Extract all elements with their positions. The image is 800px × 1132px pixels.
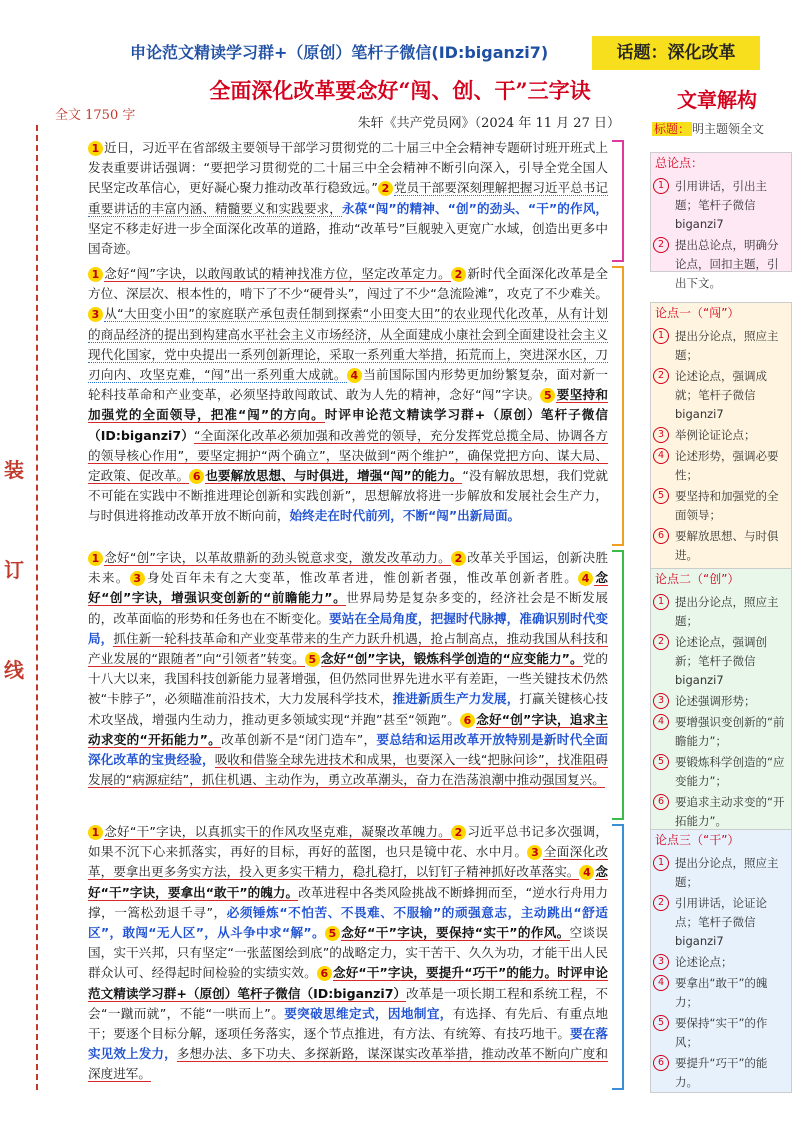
title-row-text: 明主题领全文	[692, 122, 765, 136]
title-row	[652, 120, 764, 137]
section-item	[653, 1054, 787, 1092]
sentence-number: 1	[88, 141, 103, 156]
sentence-number: 1	[88, 825, 103, 840]
section-item-list	[651, 173, 791, 299]
text-segment: 党的十八大以来，我国科技创新能力显著增强，但仍然同世界先进水平有差距，一些关键技术仍然被“卡脖子”，必须瞄准前沿技术，大力发展科学技术，	[88, 651, 608, 707]
item-text: 提出总论点，明确分论点，回扣主题，引出下文。	[675, 238, 779, 290]
item-number: 2	[653, 895, 669, 911]
group-header: 申论范文精读学习群+（原创）笔杆子微信(ID:biganzi7)	[130, 43, 549, 62]
binding-margin-text	[4, 460, 24, 760]
text-segment: 念好“干”字诀，以真抓实干的作风攻坚克难，凝聚改革魄力。	[104, 824, 451, 839]
text-segment: 当前国际国内形势更加纷繁复杂，面对新一轮科技革命和产业变革，必须坚持敢闯敢试、敢为人先的精神，念好“闯”字诀。	[88, 367, 608, 403]
item-number: 4	[653, 714, 669, 730]
text-segment: “没有解放思想，我们党就不可能在实践中不断推进理论创新和实践创新”，思想解放将进一步解放和发展社会生产力，与时俱进将推动改革开放不断向前，	[88, 468, 608, 524]
section-item	[653, 713, 787, 751]
text-segment: 新时代全面深化改革是全方位、深层次、根本性的，啃下了不少“硬骨头”，闯过了不少“急流险滩”，攻克了不少难关。	[88, 266, 608, 302]
sentence-number: 2	[451, 825, 466, 840]
section-item	[653, 793, 787, 831]
structure-panel	[640, 84, 792, 1094]
sentence-number: 4	[579, 865, 594, 880]
item-text: 论述论点，强调成就；笔杆子微信 biganzi7	[675, 369, 767, 421]
text-segment: 念好“干”字诀，要保持“实干”的作风。	[340, 925, 570, 941]
text-segment: 改革创新不是“闭门造车”，	[221, 731, 377, 747]
section-item	[653, 593, 787, 631]
item-number: 2	[653, 368, 669, 384]
text-segment: 抓住新一轮科技革命和产业变革带来的生产力跃升机遇，抢占制高点，推动我国从科技和产业发展的“跟随者”向“引领者”转变。	[88, 630, 609, 667]
text-segment: 改革关乎国运，创新决胜未来。	[88, 550, 608, 586]
text-segment: 党员干部要深刻理解把握习近平总书记重要讲话的丰富内涵、精髓要义和实践要求，	[88, 180, 608, 216]
text-segment: 推进新质生产力发展，	[392, 691, 520, 707]
sentence-number: 2	[451, 551, 466, 566]
item-number: 1	[653, 328, 669, 344]
section-heading: 论点一（“闯”）	[655, 306, 740, 320]
sentence-number: 1	[88, 267, 103, 282]
structure-heading: 文章解构	[677, 88, 757, 112]
item-number: 2	[653, 237, 669, 253]
title-tag: 标题：	[654, 122, 691, 136]
section-heading: 总论点：	[655, 156, 704, 170]
point-one-bracket	[612, 266, 624, 546]
margin-char-2: 订	[4, 558, 24, 582]
sentence-number: 6	[189, 469, 204, 484]
item-text: 论述形势，强调必要性；	[675, 449, 779, 482]
sentence-number: 4	[578, 571, 593, 586]
point-one-paragraph	[88, 264, 608, 527]
sentence-number: 5	[540, 388, 555, 403]
article-title: 全面深化改革要念好“闯、创、干”三字诀	[209, 78, 591, 103]
item-number: 5	[653, 1015, 669, 1031]
text-segment: 时评申论范文精读学习群+（原创）笔杆子微信（ID:biganzi7）	[88, 407, 608, 443]
article-source: 朱轩《共产党员网》（2024 年 11 月 27 日）	[357, 116, 620, 131]
sentence-number: 5	[325, 926, 340, 941]
text-segment: 要总结和运用改革开放特别是新时代全面深化改革的宝贵经验，	[88, 731, 608, 768]
item-number: 6	[653, 794, 669, 810]
item-text: 要保持“实干”的作风；	[675, 1016, 768, 1049]
margin-char-1: 装	[4, 458, 24, 482]
text-segment: 念好“创”字诀，增强识变创新的“前瞻能力”。	[88, 570, 609, 606]
text-segment: 坚定不移走好进一步全面深化改革的道路，推动“改革号”巨舰驶入更宽广水域，创造出更多中国奇迹。	[88, 220, 608, 257]
sentence-number: 4	[347, 368, 362, 383]
section-item	[653, 447, 787, 485]
text-segment: 念好“创”字诀，锻炼科学创造的“应变能力”。	[320, 651, 583, 667]
item-text: 提出分论点，照应主题；	[675, 329, 779, 362]
item-number: 2	[653, 634, 669, 650]
text-segment: 有选择、有先后、有重点地干；要逐个目标分解，逐项任务落实，逐个节点推进，有方法、有统筹、有技巧地干。	[88, 1005, 609, 1042]
sentence-number: 5	[305, 652, 320, 667]
section-item	[653, 953, 787, 972]
text-segment: 念好“闯”字诀，以敢闯敢试的精神找准方位，坚定改革定力。	[104, 266, 451, 281]
text-segment: 改革是一项长期工程和系统工程，不会“一蹴而就”，不能“一哄而上”。	[88, 985, 609, 1021]
section-item	[653, 692, 787, 711]
section-item-list	[651, 850, 791, 1098]
text-segment: 身处百年未有之大变革，惟改革者进，惟创新者强，惟改革创新者胜。	[145, 570, 579, 586]
item-number: 5	[653, 488, 669, 504]
text-segment: 念好“创”字诀，以革故鼎新的劲头锐意求变，激发改革动力。	[104, 550, 451, 565]
section-item	[653, 236, 787, 293]
sentence-number: 3	[527, 845, 542, 860]
item-text: 要坚持和加强党的全面领导；	[675, 489, 779, 522]
text-segment: 世界局势是复杂多变的，经济社会是不断发展的，改革面临的形势和任务也在不断变化。	[88, 590, 609, 626]
item-text: 引用讲话，论证论点；笔杆子微信 biganzi7	[675, 896, 767, 948]
text-segment: 从“大田变小田”的家庭联产承包责任制到探索“小田变大田”的农业现代化改革，从有计划的商品经济的提出到构建高水平社会主义市场经济，从全面建成小康社会到全面建设社会主义现代化国家，党中央提出一系列创新理论，采取一系列重大举措，拓荒而上，突进深水区，刀刃向内、攻坚克难，“闯”出一系列重大成就。	[88, 306, 608, 383]
section-item	[653, 487, 787, 525]
item-number: 1	[653, 594, 669, 610]
text-segment: 要在落实见效上发力，	[88, 1026, 609, 1062]
section-item	[653, 633, 787, 690]
item-text: 要锻炼科学创造的“应变能力”；	[675, 755, 785, 788]
section-item	[653, 854, 787, 892]
text-segment: 念好“创”字诀，追求主动求变的“开拓能力”。	[88, 711, 608, 747]
text-segment: 念好“干”字诀，要拿出“敢干”的魄力。	[88, 864, 609, 900]
sentence-number: 2	[451, 267, 466, 282]
sentence-number: 2	[378, 181, 393, 196]
binding-line	[36, 125, 38, 1090]
text-segment: 必须锤炼“不怕苦、不畏难、不服输”的顽强意志，主动跳出“舒适区”，敢闯“无人区”，从斗争中求“解”。	[88, 904, 608, 941]
item-number: 4	[653, 448, 669, 464]
text-segment: 始终走在时代前列，不断“闯”出新局面。	[289, 508, 521, 524]
section-item	[653, 367, 787, 424]
item-number: 6	[653, 528, 669, 544]
text-segment: 要突破思维定式，因地制宜，	[284, 1005, 453, 1021]
item-number: 3	[653, 693, 669, 709]
intro-bracket	[612, 140, 624, 262]
item-number: 3	[653, 954, 669, 970]
point-two-paragraph	[88, 548, 608, 790]
item-text: 论述论点，强调创新；笔杆子微信 biganzi7	[675, 635, 767, 687]
point-three-bracket	[612, 824, 624, 1090]
item-number: 4	[653, 975, 669, 991]
item-text: 论述论点；	[675, 955, 733, 969]
text-segment: 习近平总书记多次强调，如果不沉下心来抓落实，再好的目标，再好的蓝图，也只是镜中花、水中月。	[88, 824, 608, 860]
section-item	[653, 974, 787, 1012]
item-text: 举例论证论点；	[675, 428, 756, 442]
sentence-number: 6	[317, 966, 332, 981]
item-text: 提出分论点，照应主题；	[675, 856, 779, 889]
text-segment: 改革进程中各类风险挑战不断蜂拥而至，“逆水行舟用力撑，一篙松劲退千寻”，	[88, 884, 609, 920]
text-segment: 要站在全局角度，把握时代脉搏，准确识别时代变局，	[88, 610, 609, 646]
section-item	[653, 327, 787, 365]
section-item	[653, 527, 787, 565]
section-item	[653, 753, 787, 791]
section-heading: 论点三（“干”）	[655, 833, 740, 847]
topic-label: 话题：深化改革	[592, 36, 760, 70]
text-segment: 吸收和借鉴全球先进技术和成果，也要深入一线“把脉问诊”，找准阻碍发展的“病源症结”，抓住机遇、主动作为，勇立改革潮头，奋力在浩荡浪潮中推动强国复兴。	[88, 752, 608, 788]
section-intro	[650, 152, 792, 290]
text-segment: 要坚持和加强党的全面领导，把准“闯”的方向。	[88, 387, 608, 423]
section-point-two	[650, 568, 792, 832]
text-segment: “全面深化改革必须加强和改善党的领导，充分发挥党总揽全局、协调各方的领导核心作用”，要坚定拥护“两个确立”，坚决做到“两个维护”，确保党把方向、谋大局、定政策、促改革。	[88, 427, 608, 484]
intro-paragraph	[88, 138, 608, 259]
section-item	[653, 426, 787, 445]
point-two-bracket	[612, 550, 624, 820]
sentence-number: 3	[88, 307, 103, 322]
item-number: 5	[653, 754, 669, 770]
item-text: 要追求主动求变的“开拓能力”。	[675, 795, 785, 828]
sentence-number: 1	[88, 551, 103, 566]
margin-char-3: 线	[4, 658, 24, 682]
item-number: 1	[653, 178, 669, 194]
sentence-number: 3	[130, 571, 145, 586]
section-item-list	[651, 323, 791, 571]
item-text: 论述强调形势；	[675, 694, 756, 708]
section-item	[653, 177, 787, 234]
text-segment: 也要解放思想、与时俱进，增强“闯”的能力。	[205, 468, 463, 484]
section-point-three	[650, 829, 792, 1093]
item-text: 引用讲话，引出主题；笔杆子微信 biganzi7	[675, 179, 767, 231]
item-text: 要拿出“敢干”的魄力；	[675, 976, 768, 1009]
sentence-number: 6	[460, 713, 475, 728]
item-text: 要解放思想、与时俱进。	[675, 529, 779, 562]
item-number: 3	[653, 427, 669, 443]
item-number: 1	[653, 855, 669, 871]
text-segment: 空谈误国，实干兴邦，只有坚定“一张蓝图绘到底”的战略定力，实干苦干、久久为功，才能干出人民群众认可、经得起时间检验的实绩实效。	[88, 925, 609, 981]
section-item	[653, 1014, 787, 1052]
section-heading: 论点二（“创”）	[655, 572, 740, 586]
item-text: 要增强识变创新的“前瞻能力”；	[675, 715, 785, 748]
text-segment: 打赢关键核心技术攻坚战，增强内生动力，推动更多领域实现“并跑”甚至“领跑”。	[88, 691, 608, 727]
section-item-list	[651, 589, 791, 837]
text-segment: 近日，习近平在省部级主要领导干部学习贯彻党的二十届三中全会精神专题研讨班开班式上发表重要讲话强调：“要把学习贯彻党的二十届三中全会精神不断引向深入，引导全党全国人民坚定改革信心，更好凝心聚力推动改革行稳致远。”	[88, 140, 608, 196]
text-segment: 永葆“闯”的精神、“创”的劲头、“干”的作风，	[341, 200, 608, 216]
text-segment: 全面深化改革，要拿出更多务实方法，投入更多实干精力，稳扎稳打，以钉钉子精神抓好改革落实。	[88, 844, 609, 880]
item-text: 提出分论点，照应主题；	[675, 595, 779, 628]
text-segment: 念好“干”字诀，要提升“巧干”的能力。时评申论范文精读学习群+（原创）笔杆子微信（ID:biganzi7）	[88, 965, 609, 1001]
item-text: 要提升“巧干”的能力。	[675, 1056, 768, 1089]
section-item	[653, 894, 787, 951]
point-three-paragraph	[88, 822, 608, 1085]
item-number: 6	[653, 1055, 669, 1071]
word-count: 全文 1750 字	[55, 108, 136, 123]
text-segment: 多想办法、多下功夫、多探新路，谋深谋实改革举措，推动改革不断向广度和深度进军。	[88, 1046, 609, 1082]
